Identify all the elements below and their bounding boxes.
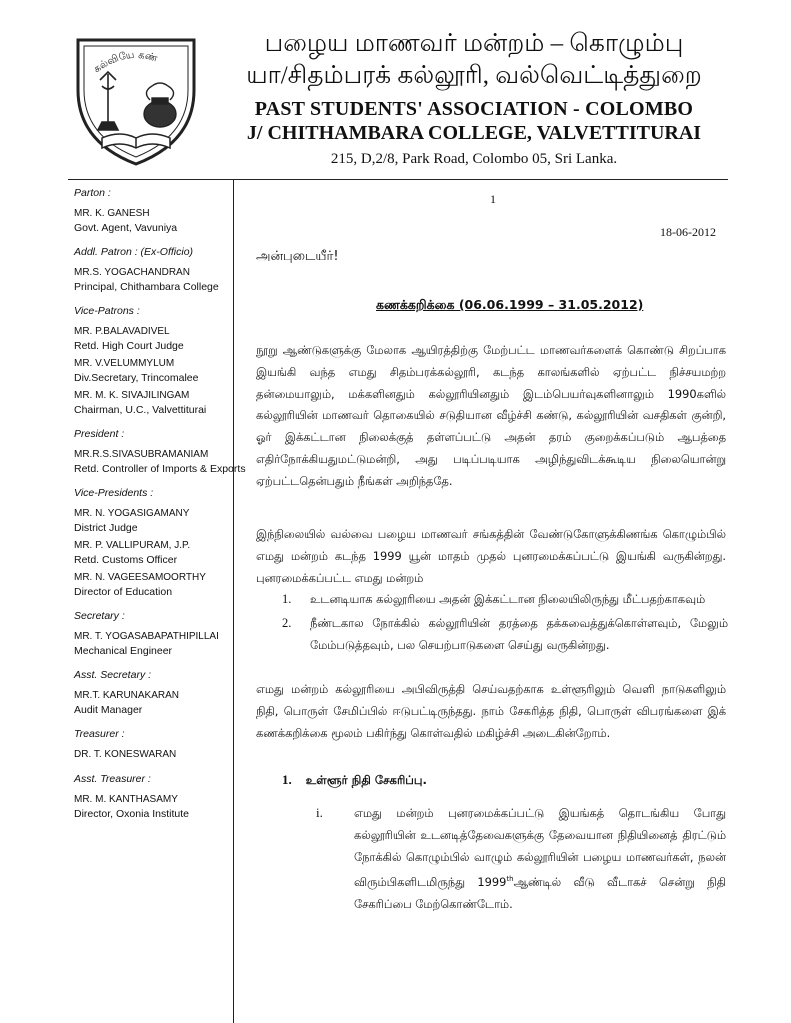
office-bearers-sidebar — [74, 186, 246, 825]
office-bearer-name: MR. V.VELUMMYLUM — [74, 358, 175, 369]
paragraph-reorganisation: இந்நிலையில் வல்வை பழைய மாணவர் சங்கத்தின் வேண்டுகோளுக்கிணங்க கொழும்பில் எமது மன்றம் கடந்த 1999 யூன் மாதம் முதல் புனரமைக்கப்பட்டு இயங்கி வருகின்றது. புனரமைக்கப்பட்ட எமது மன்றம் — [256, 527, 726, 585]
office-bearer-designation: Audit Manager — [74, 704, 143, 716]
list-item — [282, 613, 728, 657]
office-bearer-name: MR. P.BALAVADIVEL — [74, 326, 170, 337]
header-english-title: PAST STUDENTS' ASSOCIATION - COLOMBO — [254, 98, 694, 120]
header-english-subtitle: J/ CHITHAMBARA COLLEGE, VALVETTITURAI — [246, 122, 702, 144]
office-bearer-name: MR. N. YOGASIGAMANY — [74, 508, 190, 519]
office-bearer — [74, 539, 234, 567]
office-bearer-designation: Principal, Chithambara College — [74, 281, 219, 293]
list-item-number: 2. — [282, 615, 292, 630]
paragraph-fundraising: எமது மன்றம் கல்லூரியை அபிவிருத்தி செய்வதற்காக உள்ளூரிலும் வெளி நாடுகளிலும் நிதி, பொருள் சேமிப்பில் ஈடுபட்டிருந்தது. நாம் சேகரித்த நிதி, பொருள் விபரங்களை இக் கணக்கறிக்கை மூலம் பகிர்ந்து கொள்வதில் மகிழ்ச்சி அடைகின்றோம். — [256, 682, 726, 740]
subsection-text: எமது மன்றம் புனரமைக்கப்பட்டு இயங்கத் தொடங்கிய போது கல்லூரியின் உடனடித்தேவைகளுக்கு தேவையான நிதியினைத் திரட்டும் நோக்கில் கொழும்பில் வாழும் கல்லூரியின் பழைய மாணவர்கள், நலன் விரும்பிகளிடமிருந்து 1999thஆண்டில் வீடு வீடாகச் சென்று நிதி சேகரிப்பை மேற்கொண்டோம். — [354, 806, 726, 911]
sidebar-role-label: Asst. Secretary : — [74, 669, 152, 681]
office-bearer-designation: Retd. High Court Judge — [74, 340, 184, 352]
list-item-number: 1. — [282, 592, 292, 606]
office-bearer-name: MR. T. YOGASABAPATHIPILLAI — [74, 631, 219, 642]
office-bearer-name: MR. K. GANESH — [74, 208, 150, 219]
office-bearer-name: MR. M. KANTHASAMY — [74, 794, 178, 805]
office-bearer — [74, 389, 234, 417]
office-bearer-designation: Govt. Agent, Vavuniya — [74, 222, 178, 234]
office-bearer — [74, 630, 234, 658]
section-number: 1. — [282, 772, 292, 787]
report-title: கணக்கறிக்கை (06.06.1999 – 31.05.2012) — [376, 297, 644, 312]
office-bearer-name: DR. T. KONESWARAN — [74, 749, 177, 760]
list-item-text: நீண்டகால நோக்கில் கல்லூரியின் தரத்தை தக்கவைத்துக்கொள்ளவும், மேலும் மேம்படுத்தவும், பல செயற்பாடுகளை செய்து வருகின்றது. — [310, 615, 728, 652]
sidebar-role-label: Vice-Presidents : — [74, 487, 154, 499]
svg-text:கல்வியே கண் — [92, 50, 159, 76]
subsection-number: i. — [316, 805, 323, 820]
office-bearer-name: MR.S. YOGACHANDRAN — [74, 267, 190, 278]
office-bearer-designation: District Judge — [74, 522, 138, 534]
letter-date: 18-06-2012 — [660, 225, 716, 239]
list-item-text: உடனடியாக கல்லூரியை அதன் இக்கட்டான நிலையிலிருந்து மீட்பதற்காகவும் — [310, 592, 706, 606]
office-bearer — [74, 266, 234, 294]
office-bearer — [74, 507, 234, 535]
office-bearer — [74, 207, 234, 235]
header-divider — [68, 179, 728, 180]
office-bearer-designation: Div.Secretary, Trincomalee — [74, 372, 199, 384]
college-crest-logo — [68, 30, 204, 168]
office-bearer-name: MR. M. K. SIVAJILINGAM — [74, 390, 190, 401]
subsection-item — [316, 802, 726, 915]
office-bearer — [74, 571, 234, 599]
list-item — [282, 589, 728, 611]
section-title: உள்ளூர் நிதி சேகரிப்பு. — [305, 773, 427, 787]
office-bearer-name: MR. P. VALLIPURAM, J.P. — [74, 540, 191, 551]
office-bearer-designation: Mechanical Engineer — [74, 645, 173, 657]
objectives-list — [282, 589, 728, 658]
header-address: 215, D,2/8, Park Road, Colombo 05, Sri Lanka. — [330, 151, 618, 167]
office-bearer — [74, 748, 234, 762]
sidebar-role-label: Secretary : — [74, 610, 125, 622]
office-bearer-designation: Chairman, U.C., Valvettiturai — [74, 404, 207, 416]
header-tamil-subtitle: யா/சிதம்பரக் கல்லூரி, வல்வெட்டித்துறை — [246, 62, 702, 89]
header-tamil-title: பழைய மாணவர் மன்றம் – கொழும்பு — [264, 30, 684, 57]
sidebar-role-label: Vice-Patrons : — [74, 305, 140, 317]
office-bearer-designation: Retd. Customs Officer — [74, 554, 178, 566]
office-bearer-name: MR.R.S.SIVASUBRAMANIAM — [74, 449, 209, 460]
greeting: அன்புடையீர்! — [256, 249, 339, 264]
office-bearer — [74, 448, 246, 476]
crest-motto: கல்வியே கண் — [91, 49, 159, 76]
office-bearer — [74, 689, 234, 717]
office-bearer — [74, 357, 234, 385]
office-bearer — [74, 325, 234, 353]
section-heading — [282, 772, 427, 789]
sidebar-role-label: Parton : — [74, 187, 111, 199]
sidebar-role-label: Addl. Patron : (Ex-Officio) — [74, 246, 194, 258]
office-bearer-designation: Retd. Controller of Imports & Exports — [74, 463, 246, 475]
sidebar-role-label: Treasurer : — [74, 728, 125, 740]
page-number: 1 — [490, 192, 496, 206]
office-bearer-designation: Director of Education — [74, 586, 173, 598]
office-bearer — [74, 793, 234, 821]
office-bearer-designation: Director, Oxonia Institute — [74, 808, 189, 820]
office-bearer-name: MR.T. KARUNAKARAN — [74, 690, 180, 701]
office-bearer-name: MR. N. VAGEESAMOORTHY — [74, 572, 206, 583]
sidebar-role-label: Asst. Treasurer : — [74, 773, 151, 785]
paragraph-intro: நூறு ஆண்டுகளுக்கு மேலாக ஆயிரத்திற்கு மேற்பட்ட மாணவர்களைக் கொண்டு சிறப்பாக இயங்கி வந்த எமது சிதம்பரக்கல்லூரி, கடந்த காலங்களில் ஏற்பட்ட நிச்சயமற்ற தன்மையாலும், மக்களினதும் கல்லூரியினதும் இடம்பெயர்வுகளினாலும் 1990களில் கல்லூரியின் மாணவர் தொகையில் சடுதியான வீழ்ச்சி கண்டு, கல்லூரியின் வசதிகள் குன்றி, ஓர் இக்கட்டான நிலைக்குத் தள்ளப்பட்டு அதன் தரம் குறைக்கப்படும் ஆபத்தை எதிர்நோக்கியதுமட்டுமன்றி, அது படிப்படியாக அழிந்துவிடக்கூடிய நிலையொன்று ஏற்பட்டதென்பதும் நீங்கள் அறிந்ததே. — [256, 343, 726, 488]
sidebar-role-label: President : — [74, 428, 125, 440]
